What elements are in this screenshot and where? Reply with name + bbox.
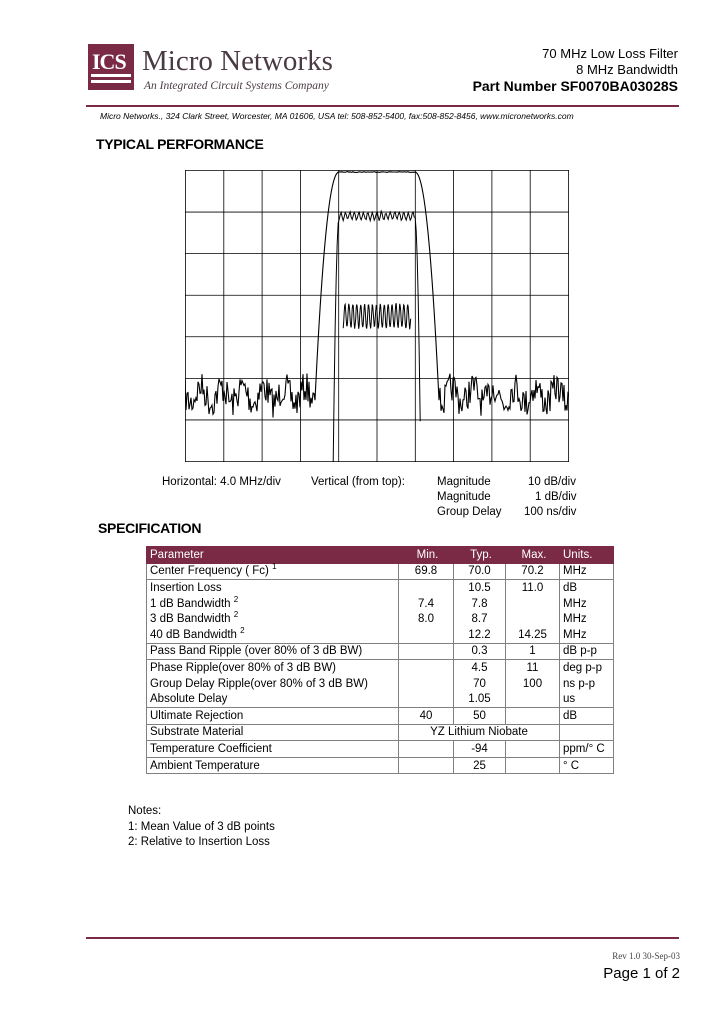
- typ-cell: 10.5: [454, 580, 506, 596]
- min-cell: 8.0: [399, 611, 454, 627]
- max-cell: [506, 596, 560, 612]
- typ-cell: 8.7: [454, 611, 506, 627]
- param-label: Absolute Delay: [150, 693, 228, 706]
- trace-name: Group Delay: [437, 506, 502, 518]
- param-label: 1 dB Bandwidth: [150, 597, 231, 610]
- max-cell: 11.0: [506, 580, 560, 596]
- param-label: Group Delay Ripple(over 80% of 3 dB BW): [150, 677, 368, 690]
- max-cell: 14.25: [506, 627, 560, 643]
- trace-scale: 10 dB/div: [528, 476, 576, 488]
- page-number: Page 1 of 2: [603, 965, 680, 982]
- max-cell: [506, 707, 560, 724]
- column-header: Max.: [506, 547, 560, 564]
- product-title-line2: 8 MHz Bandwidth: [576, 62, 678, 77]
- min-cell: [399, 660, 454, 676]
- max-cell: [506, 691, 560, 707]
- typ-cell: 4.5: [454, 660, 506, 676]
- unit-cell: MHz: [560, 563, 614, 580]
- param-label: Ultimate Rejection: [150, 709, 244, 722]
- specification-table: [146, 546, 614, 774]
- param-cell: [147, 691, 399, 707]
- param-cell: Ambient Temperature: [147, 757, 399, 774]
- min-cell: 40: [399, 707, 454, 724]
- unit-cell: us: [560, 691, 614, 707]
- min-cell: [399, 627, 454, 643]
- param-cell: [147, 643, 399, 660]
- trace-scale: 1 dB/div: [535, 491, 577, 503]
- typ-cell: 50: [454, 707, 506, 724]
- unit-cell: MHz: [560, 596, 614, 612]
- max-cell: 11: [506, 660, 560, 676]
- header-divider: [86, 105, 679, 107]
- param-cell: Temperature Coefficient: [147, 741, 399, 758]
- param-cell: [147, 580, 399, 596]
- typ-cell: 70: [454, 676, 506, 692]
- unit-cell: MHz: [560, 611, 614, 627]
- table-row: [147, 596, 614, 612]
- trace-name: Magnitude: [437, 476, 491, 488]
- performance-plot: [185, 170, 569, 462]
- unit-cell: dB: [560, 707, 614, 724]
- table-row: [147, 724, 614, 741]
- notes: [128, 804, 275, 851]
- param-cell: [147, 563, 399, 580]
- specification-rows: [147, 563, 614, 724]
- typ-cell: 25: [454, 757, 506, 774]
- param-label: Center Frequency ( Fc): [150, 565, 269, 578]
- note-item: 1: Mean Value of 3 dB points: [128, 820, 275, 833]
- unit-cell: MHz: [560, 627, 614, 643]
- min-cell: [399, 757, 454, 774]
- horizontal-scale-label: Horizontal: 4.0 MHz/div: [162, 476, 281, 488]
- unit-cell: ns p-p: [560, 676, 614, 692]
- typ-cell: 1.05: [454, 691, 506, 707]
- table-row: [147, 563, 614, 580]
- revision-label: Rev 1.0 30-Sep-03: [612, 951, 680, 961]
- param-cell: [147, 660, 399, 676]
- typ-cell: 7.8: [454, 596, 506, 612]
- param-label: 40 dB Bandwidth: [150, 628, 237, 641]
- param-label: Pass Band Ripple (over 80% of 3 dB BW): [150, 645, 363, 658]
- max-cell: [506, 741, 560, 758]
- part-number: Part Number SF0070BA03028S: [472, 78, 678, 94]
- table-row: [147, 611, 614, 627]
- min-cell: 7.4: [399, 596, 454, 612]
- max-cell: [506, 611, 560, 627]
- logo-text: ICS: [92, 49, 126, 74]
- typ-cell: 12.2: [454, 627, 506, 643]
- table-row: [147, 741, 614, 758]
- trace-name: Magnitude: [437, 491, 491, 503]
- table-row: [147, 627, 614, 643]
- trace-scale: 100 ns/div: [524, 506, 577, 518]
- param-cell: [147, 676, 399, 692]
- table-row: [147, 643, 614, 660]
- max-cell: 1: [506, 643, 560, 660]
- typ-cell: 70.0: [454, 563, 506, 580]
- param-label: Phase Ripple(over 80% of 3 dB BW): [150, 661, 337, 674]
- param-cell: [147, 627, 399, 643]
- min-cell: 69.8: [399, 563, 454, 580]
- column-header: Typ.: [454, 547, 506, 564]
- note-item: 2: Relative to Insertion Loss: [128, 836, 270, 848]
- specification-heading: SPECIFICATION: [98, 520, 202, 536]
- min-cell: [399, 691, 454, 707]
- param-cell: Substrate Material: [147, 724, 399, 741]
- unit-cell: ppm/° C: [560, 741, 614, 758]
- vertical-scale-label: Vertical (from top):: [311, 476, 405, 488]
- table-row: [147, 707, 614, 724]
- unit-cell: dB p-p: [560, 643, 614, 660]
- max-cell: [506, 757, 560, 774]
- footnote-ref: 2: [233, 610, 239, 620]
- min-cell: [399, 676, 454, 692]
- min-cell: [399, 580, 454, 596]
- param-label: Insertion Loss: [150, 581, 222, 594]
- table-header-row: [147, 547, 614, 564]
- param-cell: [147, 707, 399, 724]
- product-title: [473, 46, 678, 94]
- footer-divider: [86, 937, 679, 939]
- notes-title: Notes:: [128, 805, 162, 817]
- typ-cell: -94: [454, 741, 506, 758]
- table-row: [147, 757, 614, 774]
- unit-cell: ° C: [560, 757, 614, 774]
- company-tagline: An Integrated Circuit Systems Company: [144, 80, 329, 92]
- table-row: [147, 676, 614, 692]
- table-row: [147, 580, 614, 596]
- min-cell: [399, 643, 454, 660]
- footnote-ref: 2: [240, 625, 245, 635]
- company-logo: [88, 44, 134, 90]
- unit-cell: dB: [560, 580, 614, 596]
- footnote-ref: 2: [233, 594, 239, 604]
- column-header: Min.: [399, 547, 454, 564]
- max-cell: 70.2: [506, 563, 560, 580]
- performance-heading: TYPICAL PERFORMANCE: [96, 136, 264, 152]
- unit-cell: deg p-p: [560, 660, 614, 676]
- typ-cell: 0.3: [454, 643, 506, 660]
- table-row: [147, 691, 614, 707]
- param-label: 3 dB Bandwidth: [150, 613, 231, 626]
- table-row: [147, 660, 614, 676]
- max-cell: 100: [506, 676, 560, 692]
- unit-cell: [560, 724, 614, 741]
- param-cell: [147, 611, 399, 627]
- param-cell: [147, 596, 399, 612]
- company-name: Micro Networks: [142, 45, 333, 77]
- column-header: Units.: [560, 547, 614, 564]
- column-header: Parameter: [147, 547, 399, 564]
- value-cell: YZ Lithium Niobate: [399, 724, 560, 741]
- min-cell: [399, 741, 454, 758]
- company-address: Micro Networks., 324 Clark Street, Worcester, MA 01606, USA tel: 508-852-5400, fax:508-852-8456, www.micronetworks.com: [100, 111, 574, 121]
- footnote-ref: 1: [272, 562, 277, 572]
- product-title-line1: 70 MHz Low Loss Filter: [542, 46, 678, 61]
